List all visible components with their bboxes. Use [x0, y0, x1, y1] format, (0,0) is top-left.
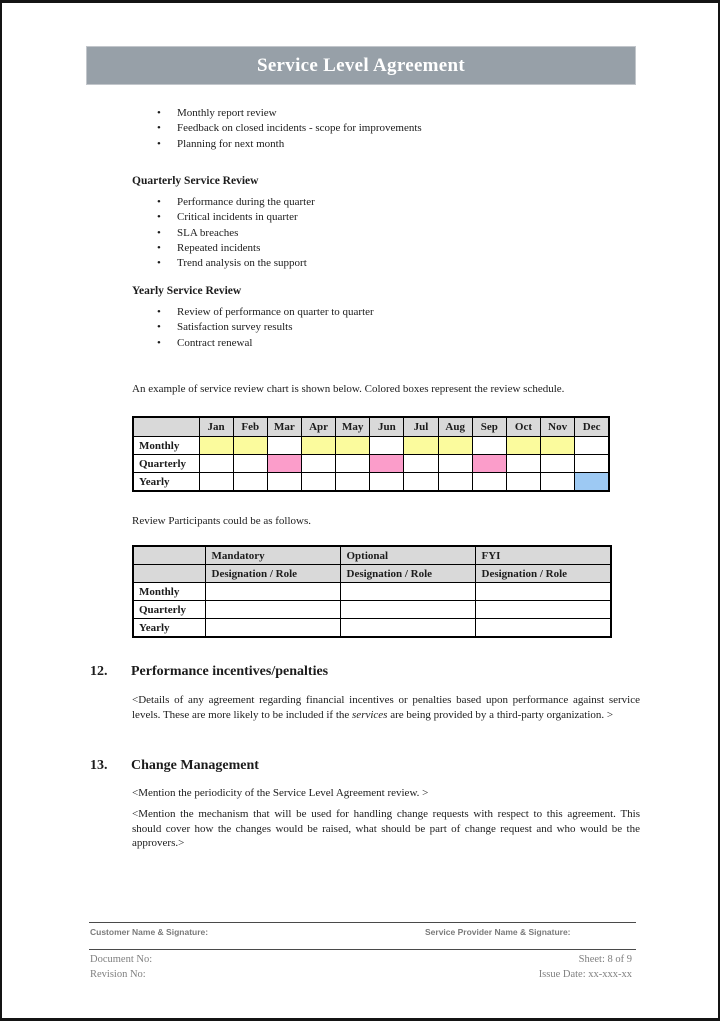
- yearly-service-review-heading: Yearly Service Review: [132, 285, 242, 297]
- schedule-cell-monthly-jan: [199, 437, 233, 455]
- schedule-cell-quarterly-apr: [301, 455, 335, 473]
- month-header-cell: Jun: [370, 417, 404, 437]
- section-12-paragraph-italic-word: services: [352, 708, 388, 721]
- schedule-intro-text: An example of service review chart is shown below. Colored boxes represent the review schedule.: [132, 383, 565, 395]
- schedule-cell-yearly-jul: [404, 473, 438, 492]
- participants-empty-cell-quarterly-optional: [340, 601, 475, 619]
- quarterly-service-review-heading: Quarterly Service Review: [132, 175, 259, 187]
- schedule-row-yearly: [133, 473, 609, 492]
- schedule-corner-cell: [133, 417, 199, 437]
- month-header-cell: Jul: [404, 417, 438, 437]
- schedule-cell-quarterly-jun: [370, 455, 404, 473]
- participants-empty-cell-yearly-fyi: [475, 619, 611, 638]
- participants-column-header: Mandatory: [205, 546, 340, 565]
- participants-row-quarterly: [133, 601, 611, 619]
- schedule-cell-quarterly-sep: [472, 455, 506, 473]
- schedule-cell-monthly-nov: [541, 437, 575, 455]
- bullet-item: • Feedback on closed incidents - scope for improvements: [157, 121, 422, 136]
- section-12-paragraph-end: are being provided by a third-party organization. >: [387, 708, 614, 721]
- section-12-title: Performance incentives/penalties: [131, 664, 329, 679]
- month-header-cell: Jan: [199, 417, 233, 437]
- schedule-cell-yearly-apr: [301, 473, 335, 492]
- schedule-row-label: Monthly: [133, 437, 199, 455]
- schedule-header-row: [133, 417, 609, 437]
- customer-signature-label: Customer Name & Signature:: [90, 927, 209, 937]
- footer-signature-divider: [89, 922, 636, 923]
- schedule-cell-quarterly-may: [336, 455, 370, 473]
- page-title: Service Level Agreement: [256, 54, 466, 76]
- schedule-cell-yearly-nov: [541, 473, 575, 492]
- schedule-cell-yearly-sep: [472, 473, 506, 492]
- schedule-cell-yearly-feb: [233, 473, 267, 492]
- quarterly-review-bullet-list: [157, 195, 315, 271]
- schedule-cell-yearly-oct: [506, 473, 540, 492]
- participants-empty-cell-monthly-mandatory: [205, 583, 340, 601]
- schedule-cell-yearly-mar: [267, 473, 301, 492]
- document-no-label: Document No:: [90, 954, 153, 965]
- schedule-row-label: Quarterly: [133, 455, 199, 473]
- review-schedule-table: [132, 416, 610, 492]
- schedule-cell-quarterly-aug: [438, 455, 472, 473]
- participants-corner-cell: [133, 565, 205, 583]
- schedule-cell-monthly-jun: [370, 437, 404, 455]
- schedule-cell-monthly-oct: [506, 437, 540, 455]
- bullet-item: • Satisfaction survey results: [157, 320, 374, 335]
- schedule-cell-yearly-may: [336, 473, 370, 492]
- section-13-paragraph-2: <Mention the mechanism that will be used for handling change requests with respect to this agreement. This should cover how the changes would be raised, what should be part of change request and who would be the approvers.>: [132, 808, 640, 850]
- schedule-cell-quarterly-jan: [199, 455, 233, 473]
- month-header-cell: Nov: [541, 417, 575, 437]
- schedule-cell-quarterly-mar: [267, 455, 301, 473]
- schedule-cell-monthly-apr: [301, 437, 335, 455]
- month-header-cell: May: [336, 417, 370, 437]
- schedule-cell-monthly-mar: [267, 437, 301, 455]
- schedule-cell-yearly-jan: [199, 473, 233, 492]
- month-header-cell: Feb: [233, 417, 267, 437]
- bullet-item: • Repeated incidents: [157, 241, 315, 256]
- provider-signature-label: Service Provider Name & Signature:: [425, 927, 571, 937]
- footer-info-divider: [89, 949, 636, 950]
- month-header-cell: Mar: [267, 417, 301, 437]
- section-13-paragraph-1: <Mention the periodicity of the Service Level Agreement review. >: [132, 787, 429, 799]
- schedule-cell-quarterly-jul: [404, 455, 438, 473]
- schedule-cell-monthly-feb: [233, 437, 267, 455]
- bullet-item: • Critical incidents in quarter: [157, 210, 315, 225]
- month-header-cell: Aug: [438, 417, 472, 437]
- schedule-cell-monthly-jul: [404, 437, 438, 455]
- participants-row-yearly: [133, 619, 611, 638]
- participants-empty-cell-yearly-optional: [340, 619, 475, 638]
- section-13-number: 13.: [90, 758, 108, 773]
- issue-date-label: Issue Date: xx-xxx-xx: [538, 969, 632, 980]
- participants-row-label: Monthly: [133, 583, 205, 601]
- participants-empty-cell-monthly-optional: [340, 583, 475, 601]
- schedule-cell-quarterly-dec: [575, 455, 609, 473]
- participants-empty-cell-quarterly-mandatory: [205, 601, 340, 619]
- schedule-cell-quarterly-nov: [541, 455, 575, 473]
- schedule-cell-yearly-aug: [438, 473, 472, 492]
- review-participants-table: [132, 545, 612, 638]
- participants-header-row: [133, 546, 611, 565]
- schedule-cell-monthly-may: [336, 437, 370, 455]
- schedule-cell-monthly-dec: [575, 437, 609, 455]
- participants-empty-cell-monthly-fyi: [475, 583, 611, 601]
- participants-column-header: FYI: [475, 546, 611, 565]
- month-header-cell: Dec: [575, 417, 609, 437]
- bullet-item: • Contract renewal: [157, 336, 374, 351]
- section-12-paragraph: [132, 693, 640, 722]
- document-title-bar: [86, 46, 636, 85]
- revision-no-label: Revision No:: [90, 969, 146, 980]
- schedule-cell-monthly-aug: [438, 437, 472, 455]
- monthly-review-bullet-list: [157, 106, 422, 152]
- participants-empty-cell-yearly-mandatory: [205, 619, 340, 638]
- bullet-item: • Review of performance on quarter to quarter: [157, 305, 374, 320]
- schedule-cell-quarterly-oct: [506, 455, 540, 473]
- bullet-item: • Performance during the quarter: [157, 195, 315, 210]
- designation-role-header: Designation / Role: [475, 565, 611, 583]
- participants-row-monthly: [133, 583, 611, 601]
- section-13-title: Change Management: [131, 758, 259, 773]
- month-header-cell: Apr: [301, 417, 335, 437]
- schedule-cell-yearly-dec: [575, 473, 609, 492]
- schedule-row-label: Yearly: [133, 473, 199, 492]
- schedule-cell-quarterly-feb: [233, 455, 267, 473]
- yearly-review-bullet-list: [157, 305, 374, 351]
- bullet-item: • Planning for next month: [157, 137, 422, 152]
- participants-row-label: Quarterly: [133, 601, 205, 619]
- participants-intro-text: Review Participants could be as follows.: [132, 515, 312, 527]
- schedule-cell-monthly-sep: [472, 437, 506, 455]
- month-header-cell: Oct: [506, 417, 540, 437]
- participants-row-label: Yearly: [133, 619, 205, 638]
- participants-corner-cell: [133, 546, 205, 565]
- participants-column-header: Optional: [340, 546, 475, 565]
- bullet-item: • Monthly report review: [157, 106, 422, 121]
- month-header-cell: Sep: [472, 417, 506, 437]
- schedule-row-quarterly: [133, 455, 609, 473]
- bullet-item: • SLA breaches: [157, 226, 315, 241]
- bullet-item: • Trend analysis on the support: [157, 256, 315, 271]
- designation-role-header: Designation / Role: [340, 565, 475, 583]
- designation-role-header: Designation / Role: [205, 565, 340, 583]
- sheet-number-label: Sheet: 8 of 9: [578, 954, 632, 965]
- participants-subheader-row: [133, 565, 611, 583]
- section-12-paragraph-start: <Details of any agreement regarding financial incentives or penalties based upon performance against service levels. These are more likely to be included if the: [132, 694, 640, 721]
- schedule-row-monthly: [133, 437, 609, 455]
- schedule-cell-yearly-jun: [370, 473, 404, 492]
- section-12-number: 12.: [90, 664, 108, 679]
- participants-empty-cell-quarterly-fyi: [475, 601, 611, 619]
